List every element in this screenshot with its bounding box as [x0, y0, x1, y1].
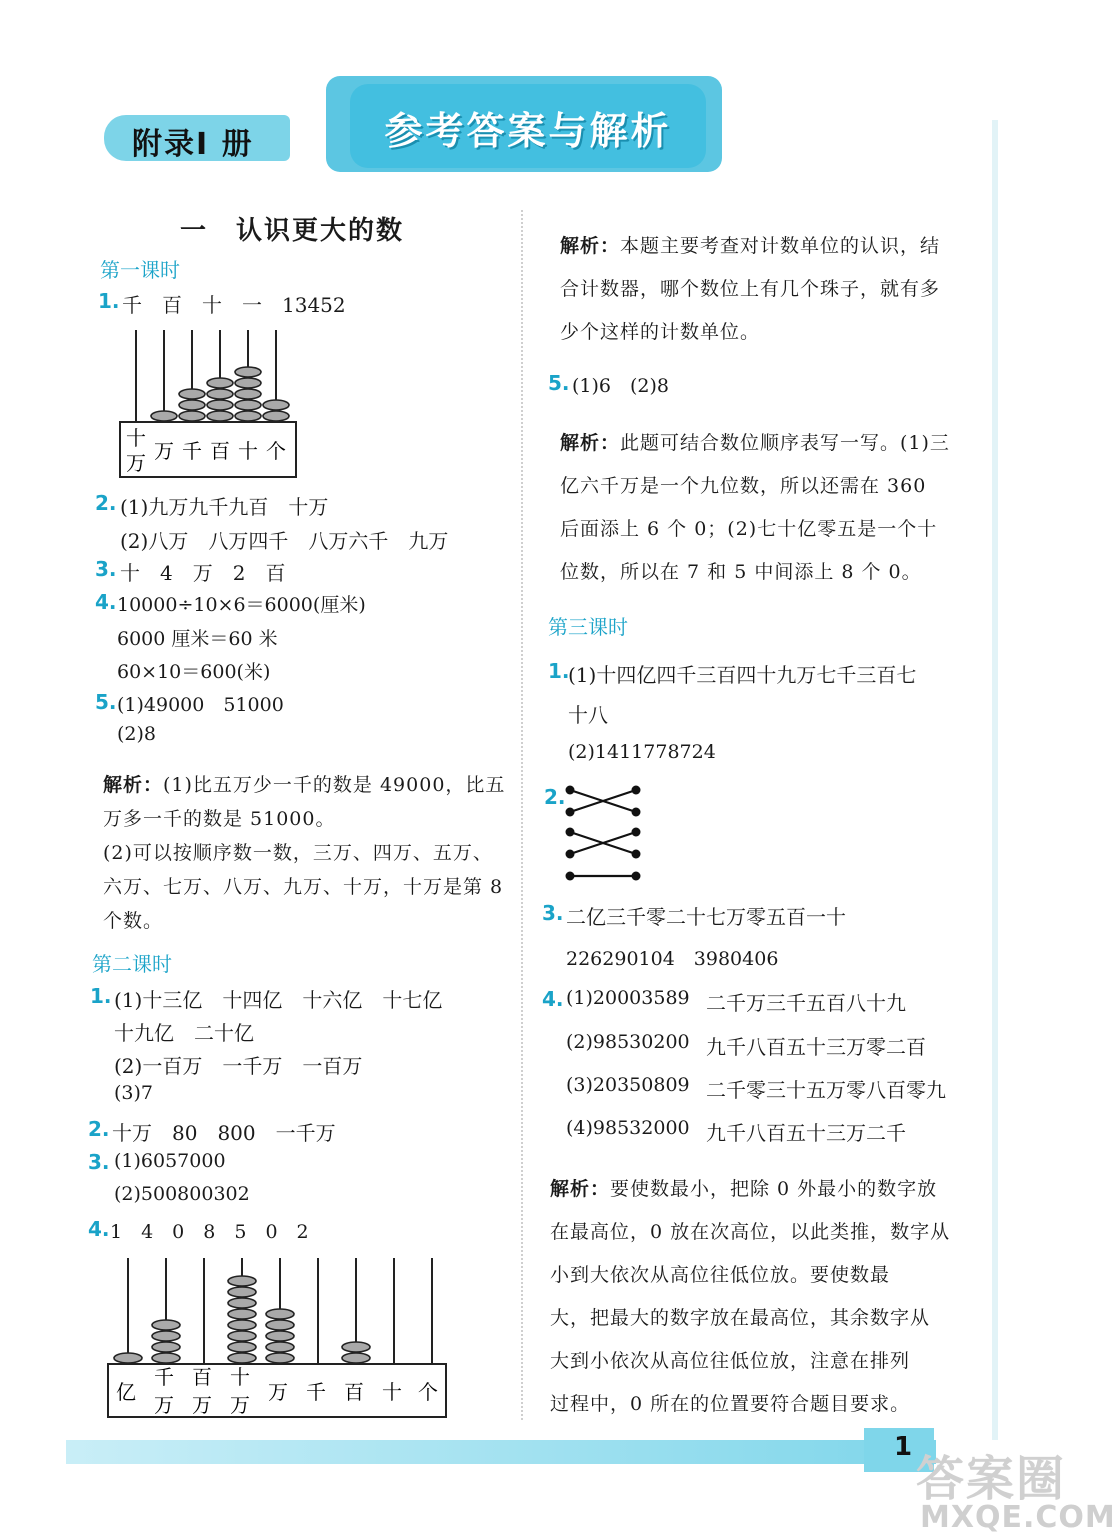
l3q1-number: 1.	[548, 659, 570, 683]
l3q1-line2: 十八	[568, 703, 608, 727]
abacus-bead	[342, 1342, 370, 1352]
l2q1-number: 1.	[90, 984, 112, 1008]
column-divider	[521, 210, 523, 1420]
abacus2-label: 个	[418, 1380, 438, 1404]
l3q3-line1: 二亿三千零二十七万零五百一十	[566, 905, 846, 929]
abacus-bead	[207, 411, 233, 421]
abacus-bead	[228, 1320, 256, 1330]
l2q3-number: 3.	[88, 1150, 110, 1174]
l3q4-row-b: 九千八百五十三万二千	[706, 1121, 906, 1145]
q2-number: 2.	[95, 491, 117, 515]
q5-line2: (2)8	[117, 723, 157, 745]
l2q2-number: 2.	[88, 1117, 110, 1141]
l2q1-line2: 十九亿 二十亿	[114, 1021, 254, 1045]
lesson2-heading: 第二课时	[92, 952, 172, 976]
abacus-bead	[228, 1276, 256, 1286]
q3-answer: 十 4 万 2 百	[120, 561, 286, 585]
explanation-r2-line: 过程中，0 所在的位置要符合题目要求。	[550, 1393, 911, 1415]
abacus1-label: 百	[210, 439, 230, 463]
abacus-bead	[207, 389, 233, 399]
page-title: 参考答案与解析	[384, 109, 672, 153]
abacus-bead	[235, 400, 261, 410]
l3q3-number: 3.	[542, 901, 564, 925]
abacus2-label: 万	[230, 1393, 250, 1417]
l3q4-row-a: (1)20003589	[566, 987, 690, 1009]
q4-number: 4.	[95, 590, 117, 614]
abacus-bead	[228, 1298, 256, 1308]
abacus-bead	[235, 367, 261, 377]
explanation-r2-line: 在最高位，0 放在次高位，以此类推，数字从	[550, 1221, 951, 1243]
l2q4-number: 4.	[88, 1217, 110, 1241]
l3q1-line3: (2)1411778724	[568, 741, 716, 763]
explanation-label: 解析：	[560, 235, 621, 257]
abacus-bead	[235, 411, 261, 421]
r-q5-answer: (1)6 (2)8	[572, 375, 670, 397]
abacus-bead	[151, 411, 177, 421]
abacus-bead	[179, 411, 205, 421]
r-q5-number: 5.	[548, 371, 570, 395]
l3q4-row-a: (2)98530200	[566, 1031, 690, 1053]
abacus1-label: 十	[238, 439, 258, 463]
l2q3-line1: (1)6057000	[114, 1150, 226, 1172]
footer-band	[66, 1440, 936, 1464]
q5-line1: (1)49000 51000	[117, 694, 284, 716]
match-dot	[566, 786, 575, 795]
abacus-bead	[235, 389, 261, 399]
q4-line3: 60×10＝600(米)	[117, 661, 271, 683]
abacus-bead	[179, 389, 205, 399]
abacus-bead	[152, 1320, 180, 1330]
explanation-1-line: 六万、七万、八万、九万、十万，十万是第 8	[103, 876, 504, 898]
watermark-url: MXQE.COM	[920, 1500, 1116, 1535]
explanation-r2-line: 大到小依次从高位往低位放，注意在排列	[550, 1350, 911, 1372]
abacus2-label: 千	[306, 1380, 326, 1404]
l3q2-number: 2.	[544, 785, 566, 809]
abacus1-label: 个	[266, 439, 286, 463]
explanation-label: 解析：	[550, 1178, 611, 1200]
abacus-bead	[179, 400, 205, 410]
abacus-bead	[263, 411, 289, 421]
abacus-bead	[152, 1331, 180, 1341]
explanation-r1-line: 亿六千万是一个九位数，所以还需在 360	[560, 475, 927, 497]
watermark-text: 答案圈	[916, 1451, 1067, 1507]
abacus1-label: 万	[126, 451, 146, 475]
abacus-bead	[114, 1353, 142, 1363]
abacus2-label: 亿	[116, 1380, 136, 1404]
appendix-tab	[104, 115, 290, 161]
abacus2-label: 十	[382, 1380, 402, 1404]
explanation-r1-line: 后面添上 6 个 0；(2)七十亿零五是一个十	[560, 518, 938, 540]
abacus2-label: 十	[230, 1365, 250, 1389]
abacus-bead	[228, 1309, 256, 1319]
abacus2-label: 万	[268, 1380, 288, 1404]
explanation-1-line: 万多一千的数是 51000。	[103, 808, 336, 830]
abacus-bead	[207, 400, 233, 410]
title-banner	[350, 84, 706, 168]
l3q4-number: 4.	[542, 987, 564, 1011]
abacus-diagram-2	[100, 1252, 460, 1422]
abacus-bead	[266, 1342, 294, 1352]
abacus-bead	[235, 378, 261, 388]
abacus-bead	[207, 378, 233, 388]
abacus-bead	[152, 1353, 180, 1363]
appendix-tab-label: 附录Ⅰ 册	[132, 127, 254, 162]
abacus1-label: 千	[182, 439, 202, 463]
section-title: 一 认识更大的数	[180, 216, 405, 246]
explanation-r1: 解析：此题可结合数位顺序表写一写。(1)三	[560, 432, 950, 454]
abacus2-label: 千	[154, 1365, 174, 1389]
q1-answer: 千 百 十 一 13452	[122, 293, 346, 317]
match-dot	[566, 808, 575, 817]
l3q1-line1: (1)十四亿四千三百四十九万七千三百七	[568, 663, 917, 687]
explanation-r1-line: 位数，所以在 7 和 5 中间添上 8 个 0。	[560, 561, 922, 583]
abacus2-label: 万	[154, 1393, 174, 1417]
q4-line2: 6000 厘米＝60 米	[117, 628, 278, 650]
watermark-logo	[906, 1440, 1116, 1536]
abacus2-label: 百	[344, 1380, 364, 1404]
explanation-1: 解析：(1)比五万少一千的数是 49000，比五	[103, 774, 506, 796]
abacus-bead	[228, 1287, 256, 1297]
abacus-bead	[228, 1331, 256, 1341]
abacus1-label: 万	[154, 439, 174, 463]
explanation-r2: 解析：要使数最小，把除 0 外最小的数字放	[550, 1178, 938, 1200]
abacus-bead	[266, 1309, 294, 1319]
q4-line1: 10000÷10×6＝6000(厘米)	[117, 594, 366, 616]
l2q2-answer: 十万 80 800 一千万	[112, 1121, 336, 1145]
l2q1-line3: (2)一百万 一千万 一百万	[114, 1054, 363, 1078]
match-dot	[566, 850, 575, 859]
l3q4-row-b: 二千零三十五万零八百零九	[706, 1078, 946, 1102]
abacus-bead	[266, 1353, 294, 1363]
explanation-label: 解析：	[103, 774, 164, 796]
abacus-bead	[152, 1342, 180, 1352]
l3q4-row-b: 九千八百五十三万零二百	[706, 1035, 926, 1059]
abacus-bead	[266, 1331, 294, 1341]
l2q1-line1: (1)十三亿 十四亿 十六亿 十七亿	[114, 988, 443, 1012]
explanation-label: 解析：	[560, 432, 621, 454]
q5-number: 5.	[95, 690, 117, 714]
abacus1-label: 十	[126, 426, 146, 450]
matching-diagram	[560, 780, 650, 884]
q2-line1: (1)九万九千九百 十万	[120, 495, 329, 519]
l3q3-line2: 226290104 3980406	[566, 948, 779, 970]
l3q4-row-b: 二千万三千五百八十九	[706, 991, 906, 1015]
match-dot	[632, 808, 641, 817]
l2q3-line2: (2)500800302	[114, 1183, 250, 1205]
lesson1-heading: 第一课时	[100, 258, 180, 282]
q1-number: 1.	[98, 289, 120, 313]
lesson3-heading: 第三课时	[548, 615, 628, 639]
page-number: 1	[894, 1432, 913, 1462]
match-dot	[632, 872, 641, 881]
l3q4-row-a: (3)20350809	[566, 1074, 690, 1096]
explanation-r2-line: 大，把最大的数字放在最高位，其余数字从	[550, 1307, 931, 1329]
abacus-bead	[342, 1353, 370, 1363]
abacus-bead	[228, 1353, 256, 1363]
explanation-0-line: 少个这样的计数单位。	[560, 321, 761, 343]
explanation-1-line: 个数。	[103, 910, 164, 932]
explanation-r2-line: 小到大依次从高位往低位放。要使数最	[550, 1264, 891, 1286]
match-dot	[632, 786, 641, 795]
abacus-bead	[266, 1320, 294, 1330]
l3q4-row-a: (4)98532000	[566, 1117, 690, 1139]
explanation-1-line: (2)可以按顺序数一数，三万、四万、五万、	[103, 842, 493, 864]
q2-line2: (2)八万 八万四千 八万六千 九万	[120, 529, 449, 553]
l2q1-line4: (3)7	[114, 1082, 154, 1104]
abacus2-label: 万	[192, 1393, 212, 1417]
q3-number: 3.	[95, 557, 117, 581]
match-dot	[632, 828, 641, 837]
abacus-bead	[228, 1342, 256, 1352]
l2q4-answer: 1 4 0 8 5 0 2	[110, 1221, 309, 1243]
match-dot	[632, 850, 641, 859]
abacus-bead	[263, 400, 289, 410]
explanation-0: 解析：本题主要考查对计数单位的认识，结	[560, 235, 941, 257]
abacus-diagram-1	[110, 322, 310, 482]
match-dot	[566, 872, 575, 881]
abacus2-label: 百	[192, 1365, 212, 1389]
explanation-0-line: 合计数器，哪个数位上有几个珠子，就有多	[560, 278, 941, 300]
match-dot	[566, 828, 575, 837]
